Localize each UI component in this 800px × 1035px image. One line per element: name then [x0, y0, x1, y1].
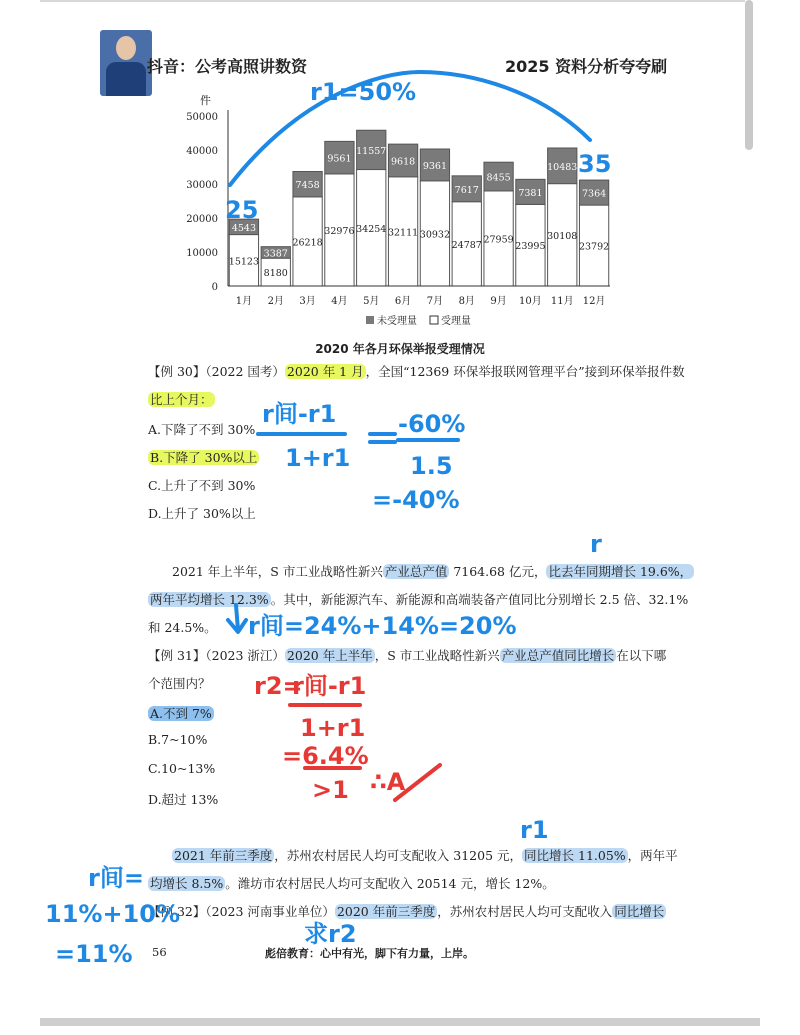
q30-option-b-text: B.下降了 30%以上 [150, 450, 258, 465]
p1-r-mark: r [590, 530, 602, 558]
data-label-unaccepted: 7364 [581, 188, 607, 200]
q32-source: 【例 32】（2023 河南事业单位） [148, 904, 335, 919]
q30-option-a[interactable]: A.下降了不到 30% [148, 422, 256, 437]
p2-r-mark: r1 [520, 816, 549, 844]
data-label-unaccepted: 9561 [327, 153, 352, 165]
x-tick-label: 4月 [331, 296, 348, 307]
x-tick-label: 10月 [519, 296, 542, 307]
x-tick-label: 1月 [235, 296, 253, 307]
left-note-b: 11%+10% [45, 900, 180, 928]
y-tick-label: 0 [211, 282, 218, 293]
q32-stem-rest: ，苏州农村居民人均可支配收入 [437, 904, 613, 919]
passage2-text-f: 。潍坊市农村居民人均可支配收入 20514 元，增长 12%。 [225, 876, 555, 891]
passage1-text-c: 7164.68 亿元， [449, 564, 547, 579]
passage2-hl-period: 2021 年前三季度 [174, 848, 273, 863]
legend-label-unaccepted: 未受理量 [377, 316, 417, 327]
data-label-accepted: 23792 [578, 241, 610, 253]
x-tick-label: 8月 [458, 296, 475, 307]
q31-stem-line2: 个范围内？ [148, 676, 211, 691]
x-tick-label: 3月 [299, 296, 316, 307]
q32-hl-metric: 同比增长 [614, 904, 665, 919]
data-label-unaccepted: 7458 [295, 180, 320, 192]
p1-down-arrow [228, 605, 246, 632]
passage2-text-d: ，两年平 [627, 848, 678, 863]
data-label-unaccepted: 10483 [547, 161, 578, 173]
chart-caption: 2020 年各月环保举报受理情况 [315, 342, 485, 356]
data-label-unaccepted: 9618 [390, 156, 416, 168]
arc-label-left: 25 [225, 196, 259, 224]
q30-highlight-date: 2020 年 1 月 [286, 364, 364, 379]
header-left-title: 抖音：公考高照讲数资 [147, 57, 308, 76]
passage1-line3: 和 24.5%。 [148, 620, 217, 635]
q31-frac-rden: >1 [312, 776, 349, 804]
y-tick-label: 10000 [186, 248, 218, 259]
q30-frac-den: 1+r1 [285, 444, 351, 472]
header-right-title: 2025 资料分析夸夸刷 [505, 57, 668, 76]
x-tick-label: 7月 [426, 296, 444, 307]
x-tick-label: 11月 [550, 296, 574, 307]
arc-label-top: r1=50% [310, 78, 417, 106]
data-label-accepted: 26218 [292, 237, 323, 249]
footer-slogan: 彪倍教育：心中有光，脚下有力量，上岸。 [265, 947, 474, 960]
x-tick-label: 6月 [394, 296, 412, 307]
data-label-unaccepted: 4543 [231, 222, 257, 234]
data-label-accepted: 8180 [263, 268, 288, 280]
passage1-hl-growth: 比去年同期增长 19.6%， [548, 564, 693, 579]
q30-option-d[interactable]: D.上升了 30%以上 [148, 506, 256, 521]
data-label-unaccepted: 7381 [518, 187, 543, 199]
q30-question: 比上个月： [150, 392, 213, 407]
p1-formula: r间=24%+14%=20% [248, 612, 517, 640]
passage1-hl-avg: 两年平均增长 12.3% [150, 592, 269, 607]
data-label-accepted: 24787 [451, 239, 482, 251]
q31-frac-rnum: =6.4% [282, 742, 369, 770]
q31-option-a-text: A.不到 7% [150, 706, 212, 721]
q31-r2-lhs: r2= [254, 672, 303, 700]
data-label-accepted: 23995 [515, 241, 546, 253]
q31-frac-num: r间-r1 [292, 672, 367, 700]
page-number: 56 [152, 945, 167, 959]
data-label-accepted: 34254 [356, 223, 387, 235]
q31-hl-date: 2020 年上半年 [286, 648, 373, 663]
y-tick-label: 50000 [186, 112, 218, 123]
y-axis-label: 件 [200, 94, 211, 107]
y-tick-label: 20000 [186, 214, 218, 225]
arc-label-right: 35 [578, 150, 612, 178]
q30-result: =-40% [372, 486, 460, 514]
data-label-accepted: 27959 [483, 234, 514, 246]
x-tick-label: 2月 [267, 296, 284, 307]
q31-hl-metric: 产业总产值同比增长 [501, 648, 615, 663]
q31-stem-mid: ，S 市工业战略性新兴 [374, 648, 500, 663]
q32-bottom-note: 求r2 [304, 920, 357, 948]
q30-frac-num: r间-r1 [262, 400, 337, 428]
passage1-text-a: 2021 年上半年，S 市工业战略性新兴 [172, 564, 383, 579]
q30-frac-rnum: -60% [398, 410, 466, 438]
data-label-accepted: 30108 [547, 230, 578, 242]
q31-source: 【例 31】（2023 浙江） [148, 648, 285, 663]
y-tick-label: 40000 [186, 146, 218, 157]
x-tick-label: 12月 [582, 296, 606, 307]
q30-stem-rest: ，全国“12369 环保举报联网管理平台”接到环保举报件数 [365, 364, 685, 379]
q30-frac-rden: 1.5 [410, 452, 453, 480]
legend-label-accepted: 受理量 [441, 316, 471, 327]
data-label-accepted: 30932 [419, 229, 451, 241]
data-label-unaccepted: 11557 [356, 145, 387, 157]
passage2-hl-avg: 均增长 8.5% [150, 876, 224, 891]
data-label-accepted: 15123 [228, 256, 260, 268]
left-note-c: =11% [55, 940, 133, 968]
passage1-text-detail: 。其中，新能源汽车、新能源和高端装备产值同比分别增长 2.5 倍、32.1% [270, 592, 689, 607]
data-label-unaccepted: 8455 [486, 172, 511, 184]
passage1-hl-output: 产业总产值 [384, 564, 448, 579]
data-label-unaccepted: 3387 [263, 248, 288, 260]
data-label-accepted: 32976 [324, 225, 355, 237]
left-note-a: r间= [88, 864, 144, 892]
passage2-text-b: ，苏州农村居民人均可支配收入 31205 元， [274, 848, 523, 863]
q31-option-d[interactable]: D.超过 13% [148, 792, 219, 807]
y-tick-label: 30000 [186, 180, 218, 191]
q31-option-c[interactable]: C.10~13% [148, 761, 216, 776]
x-tick-label: 5月 [363, 296, 380, 307]
q31-frac-den: 1+r1 [300, 714, 366, 742]
q31-option-b[interactable]: B.7~10% [148, 732, 208, 747]
q30-equals [370, 434, 395, 442]
data-label-unaccepted: 9361 [422, 160, 448, 172]
q31-answer: ∴A [370, 768, 406, 796]
q30-option-c[interactable]: C.上升了不到 30% [148, 478, 256, 493]
x-tick-label: 9月 [490, 296, 507, 307]
data-label-unaccepted: 7617 [454, 184, 479, 196]
passage2-hl-growth: 同比增长 11.05% [524, 848, 626, 863]
q32-hl-date: 2020 年前三季度 [336, 904, 436, 919]
q30-source: 【例 30】（2022 国考） [148, 364, 285, 379]
q31-stem-rest: 在以下哪 [616, 648, 667, 663]
data-label-accepted: 32111 [387, 227, 419, 239]
